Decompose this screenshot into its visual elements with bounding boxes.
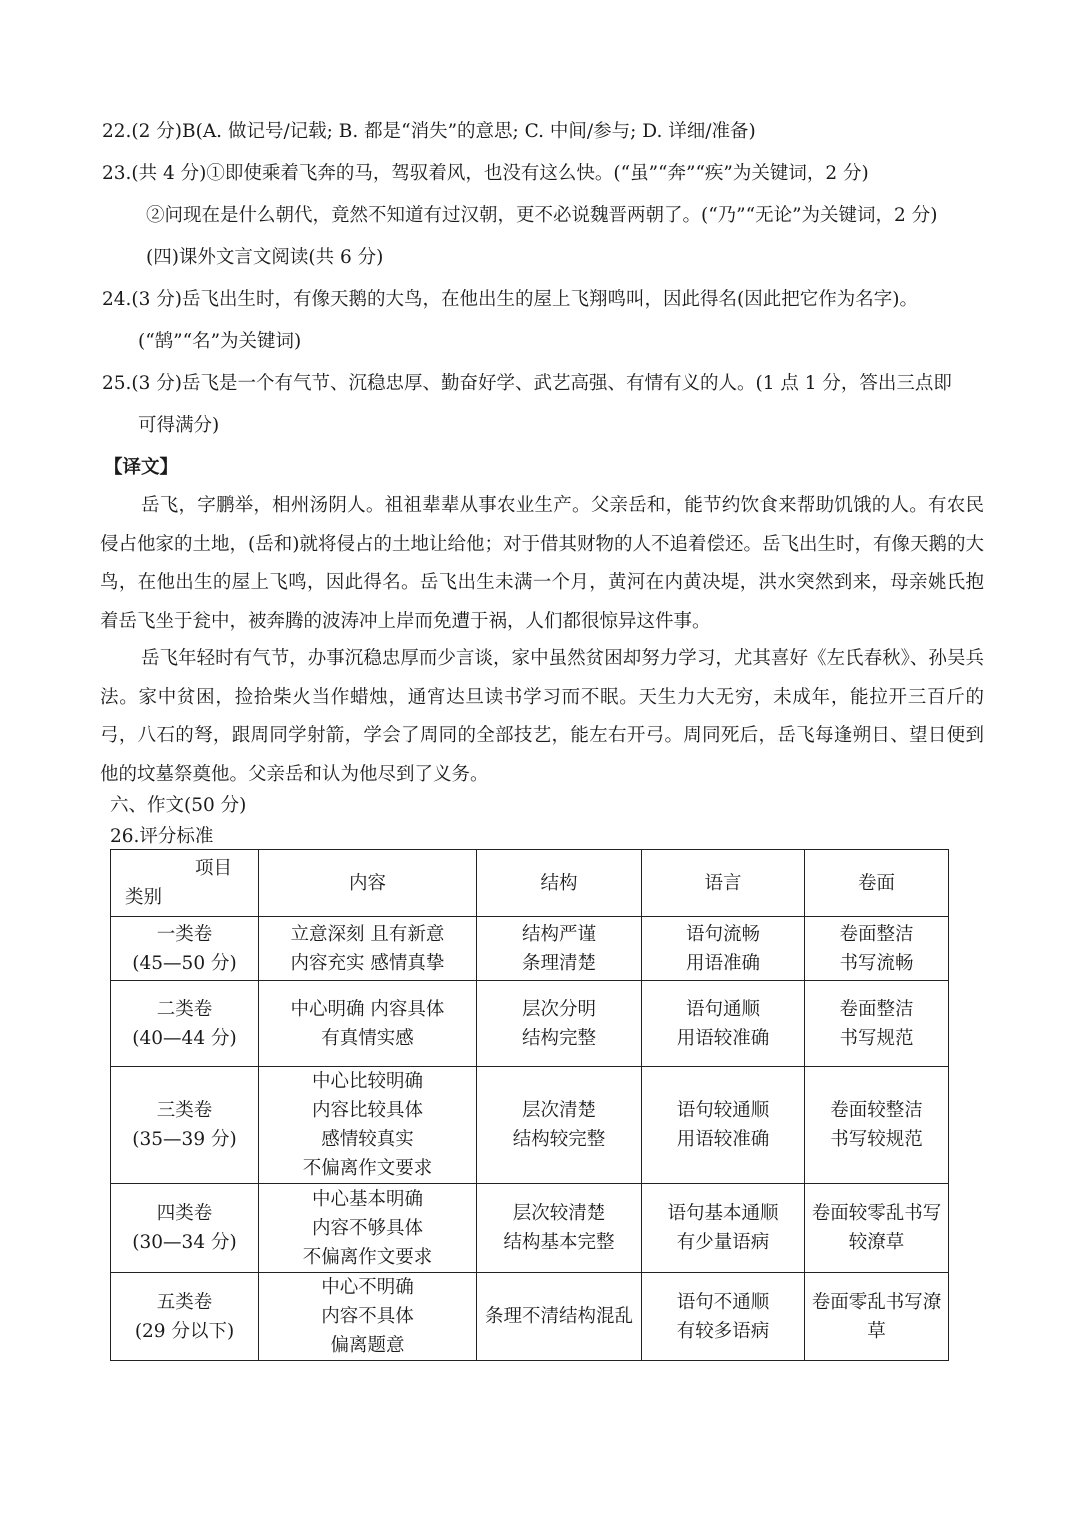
criterion-text: 中心明确 内容具体 [290,998,445,1020]
criterion-text: 较潦草 [848,1232,905,1253]
scoring-criteria-title: 26.评分标准 [110,826,214,847]
translation-paragraph-2: 岳飞年轻时有气节，办事沉稳忠厚而少言谈，家中虽然贫困却努力学习，尤其喜好《左氏春秋》、孙吴兵法。家中贫困，捡拾柴火当作蜡烛，通宵达旦读书学习而不眠。天生力大无穷，未成年，能拉开三百斤的弓，八石的弩，跟周同学射箭，学会了周同的全部技艺，能左右开弓。周同死后，岳飞每逢朔日、望日便到他的坟墓祭奠他。父亲岳和认为他尽到了义务。 [100,648,984,785]
table-corner-cell [111,850,259,917]
table-row [111,917,949,981]
criterion-text: 结构较完整 [512,1129,606,1150]
criterion-text: 感情较真实 [321,1129,414,1150]
paper-cell [805,917,949,981]
criterion-text: 语句流畅 [685,923,760,945]
category-name: 五类卷 [156,1291,213,1313]
language-cell [642,1184,805,1273]
criterion-text: 卷面零乱书写潦 [811,1291,942,1313]
criterion-text: 书写较规范 [830,1129,923,1150]
scoring-table [110,849,949,1361]
translation-heading: 【译文】 [104,457,179,478]
criterion-text: 用语较准确 [676,1129,770,1150]
criterion-text: 不偏离作文要求 [302,1246,433,1268]
criterion-text: 层次分明 [521,998,596,1020]
answer-q23-line2: ②问现在是什么朝代，竟然不知道有过汉朝，更不必说魏晋两朝了。(“乃”“无论”为关键词，2 分) [146,205,938,226]
criterion-text: 有真情实感 [321,1027,414,1049]
language-cell [642,1273,805,1361]
language-cell [642,1067,805,1184]
header-language: 语言 [642,850,805,917]
corner-category-label: 类别 [125,887,163,908]
content-cell [259,1184,477,1273]
answer-q22: 22.(2 分)B(A. 做记号/记载; B. 都是“消失”的意思; C. 中间/参与; D. 详细/准备) [102,121,756,142]
paper-cell [805,1184,949,1273]
criterion-text: 结构完整 [521,1027,596,1049]
criterion-text: 中心不明确 [321,1277,414,1298]
category-name: 三类卷 [156,1100,213,1121]
category-name: 二类卷 [156,998,213,1020]
criterion-text: 内容比较具体 [311,1100,423,1121]
criterion-text: 结构基本完整 [503,1232,615,1253]
table-row [111,1184,949,1273]
criterion-text: 卷面较零乱书写 [811,1203,942,1224]
category-cell [111,917,259,981]
criterion-text: 中心基本明确 [311,1188,423,1210]
language-cell [642,981,805,1067]
answer-q25-line1: 25.(3 分)岳飞是一个有气节、沉稳忠厚、勤奋好学、武艺高强、有情有义的人。(1 点 1 分，答出三点即 [102,373,952,394]
structure-cell [477,1273,642,1361]
paper-cell [805,1067,949,1184]
criterion-text: 内容不具体 [321,1306,414,1327]
paper-cell [805,1273,949,1361]
essay-heading: 六、作文(50 分) [110,795,247,816]
table-row [111,1273,949,1361]
criterion-text: 不偏离作文要求 [302,1158,433,1179]
structure-cell [477,1184,642,1273]
translation-paragraph-1: 岳飞，字鹏举，相州汤阴人。祖祖辈辈从事农业生产。父亲岳和，能节约饮食来帮助饥饿的人。有农民侵占他家的土地，(岳和)就将侵占的土地让给他；对于借其财物的人不追着偿还。岳飞出生时，有像天鹅的大鸟，在他出生的屋上飞鸣，因此得名。岳飞出生未满一个月，黄河在内黄决堤，洪水突然到来，母亲姚氏抱着岳飞坐于瓮中，被奔腾的波涛冲上岸而免遭于祸，人们都很惊异这件事。 [100,495,984,632]
answer-q24-line2: (“鹄”“名”为关键词) [138,331,302,352]
category-score-range: (35—39 分) [132,1129,237,1150]
answer-q24-line1: 24.(3 分)岳飞出生时，有像天鹅的大鸟，在他出生的屋上飞翔鸣叫，因此得名(因此把它作为名字)。 [102,289,918,310]
category-cell [111,1184,259,1273]
criterion-text: 偏离题意 [330,1335,405,1356]
structure-cell [477,917,642,981]
content-cell [259,1273,477,1361]
category-cell [111,1067,259,1184]
criterion-text: 层次清楚 [521,1100,596,1121]
criterion-text: 条理清楚 [521,952,596,974]
header-paper: 卷面 [805,850,949,917]
structure-cell [477,981,642,1067]
content-cell [259,917,477,981]
criterion-text: 草 [867,1320,886,1342]
criterion-text: 卷面整洁 [839,923,914,945]
answer-q25-line2: 可得满分) [138,415,220,436]
criterion-text: 有较多语病 [676,1320,770,1342]
category-score-range: (40—44 分) [132,1027,237,1049]
criterion-text: 语句不通顺 [676,1291,770,1313]
header-content: 内容 [259,850,477,917]
criterion-text: 语句通顺 [685,998,760,1020]
criterion-text: 语句较通顺 [676,1100,770,1121]
table-row [111,1067,949,1184]
criterion-text: 内容不够具体 [311,1217,423,1239]
corner-project-label: 项目 [194,858,232,879]
criterion-text: 立意深刻 且有新意 [290,923,445,945]
criterion-text: 条理不清结构混乱 [484,1306,633,1327]
criterion-text: 卷面较整洁 [830,1100,923,1121]
criterion-text: 用语准确 [685,952,760,974]
criterion-text: 书写规范 [839,1027,914,1049]
criterion-text: 内容充实 感情真挚 [290,952,445,974]
paper-cell [805,981,949,1067]
table-header-row [111,850,949,917]
header-structure: 结构 [477,850,642,917]
criterion-text: 书写流畅 [839,952,914,974]
criterion-text: 层次较清楚 [512,1203,606,1224]
content-cell [259,1067,477,1184]
criterion-text: 结构严谨 [521,923,596,945]
category-name: 四类卷 [156,1203,213,1224]
category-score-range: (45—50 分) [132,952,237,974]
criterion-text: 有少量语病 [676,1232,770,1253]
section-heading-extracurricular: (四)课外文言文阅读(共 6 分) [146,247,384,268]
answer-q23-line1: 23.(共 4 分)①即使乘着飞奔的马，驾驭着风，也没有这么快。(“虽”“奔”“疾”为关键词，2 分) [102,163,869,184]
category-score-range: (29 分以下) [134,1320,235,1342]
criterion-text: 用语较准确 [676,1027,770,1049]
criterion-text: 卷面整洁 [839,998,914,1020]
category-score-range: (30—34 分) [132,1232,237,1253]
table-row [111,981,949,1067]
content-cell [259,981,477,1067]
criterion-text: 中心比较明确 [311,1071,423,1092]
category-cell [111,981,259,1067]
category-cell [111,1273,259,1361]
category-name: 一类卷 [156,923,213,945]
structure-cell [477,1067,642,1184]
language-cell [642,917,805,981]
criterion-text: 语句基本通顺 [667,1203,779,1224]
